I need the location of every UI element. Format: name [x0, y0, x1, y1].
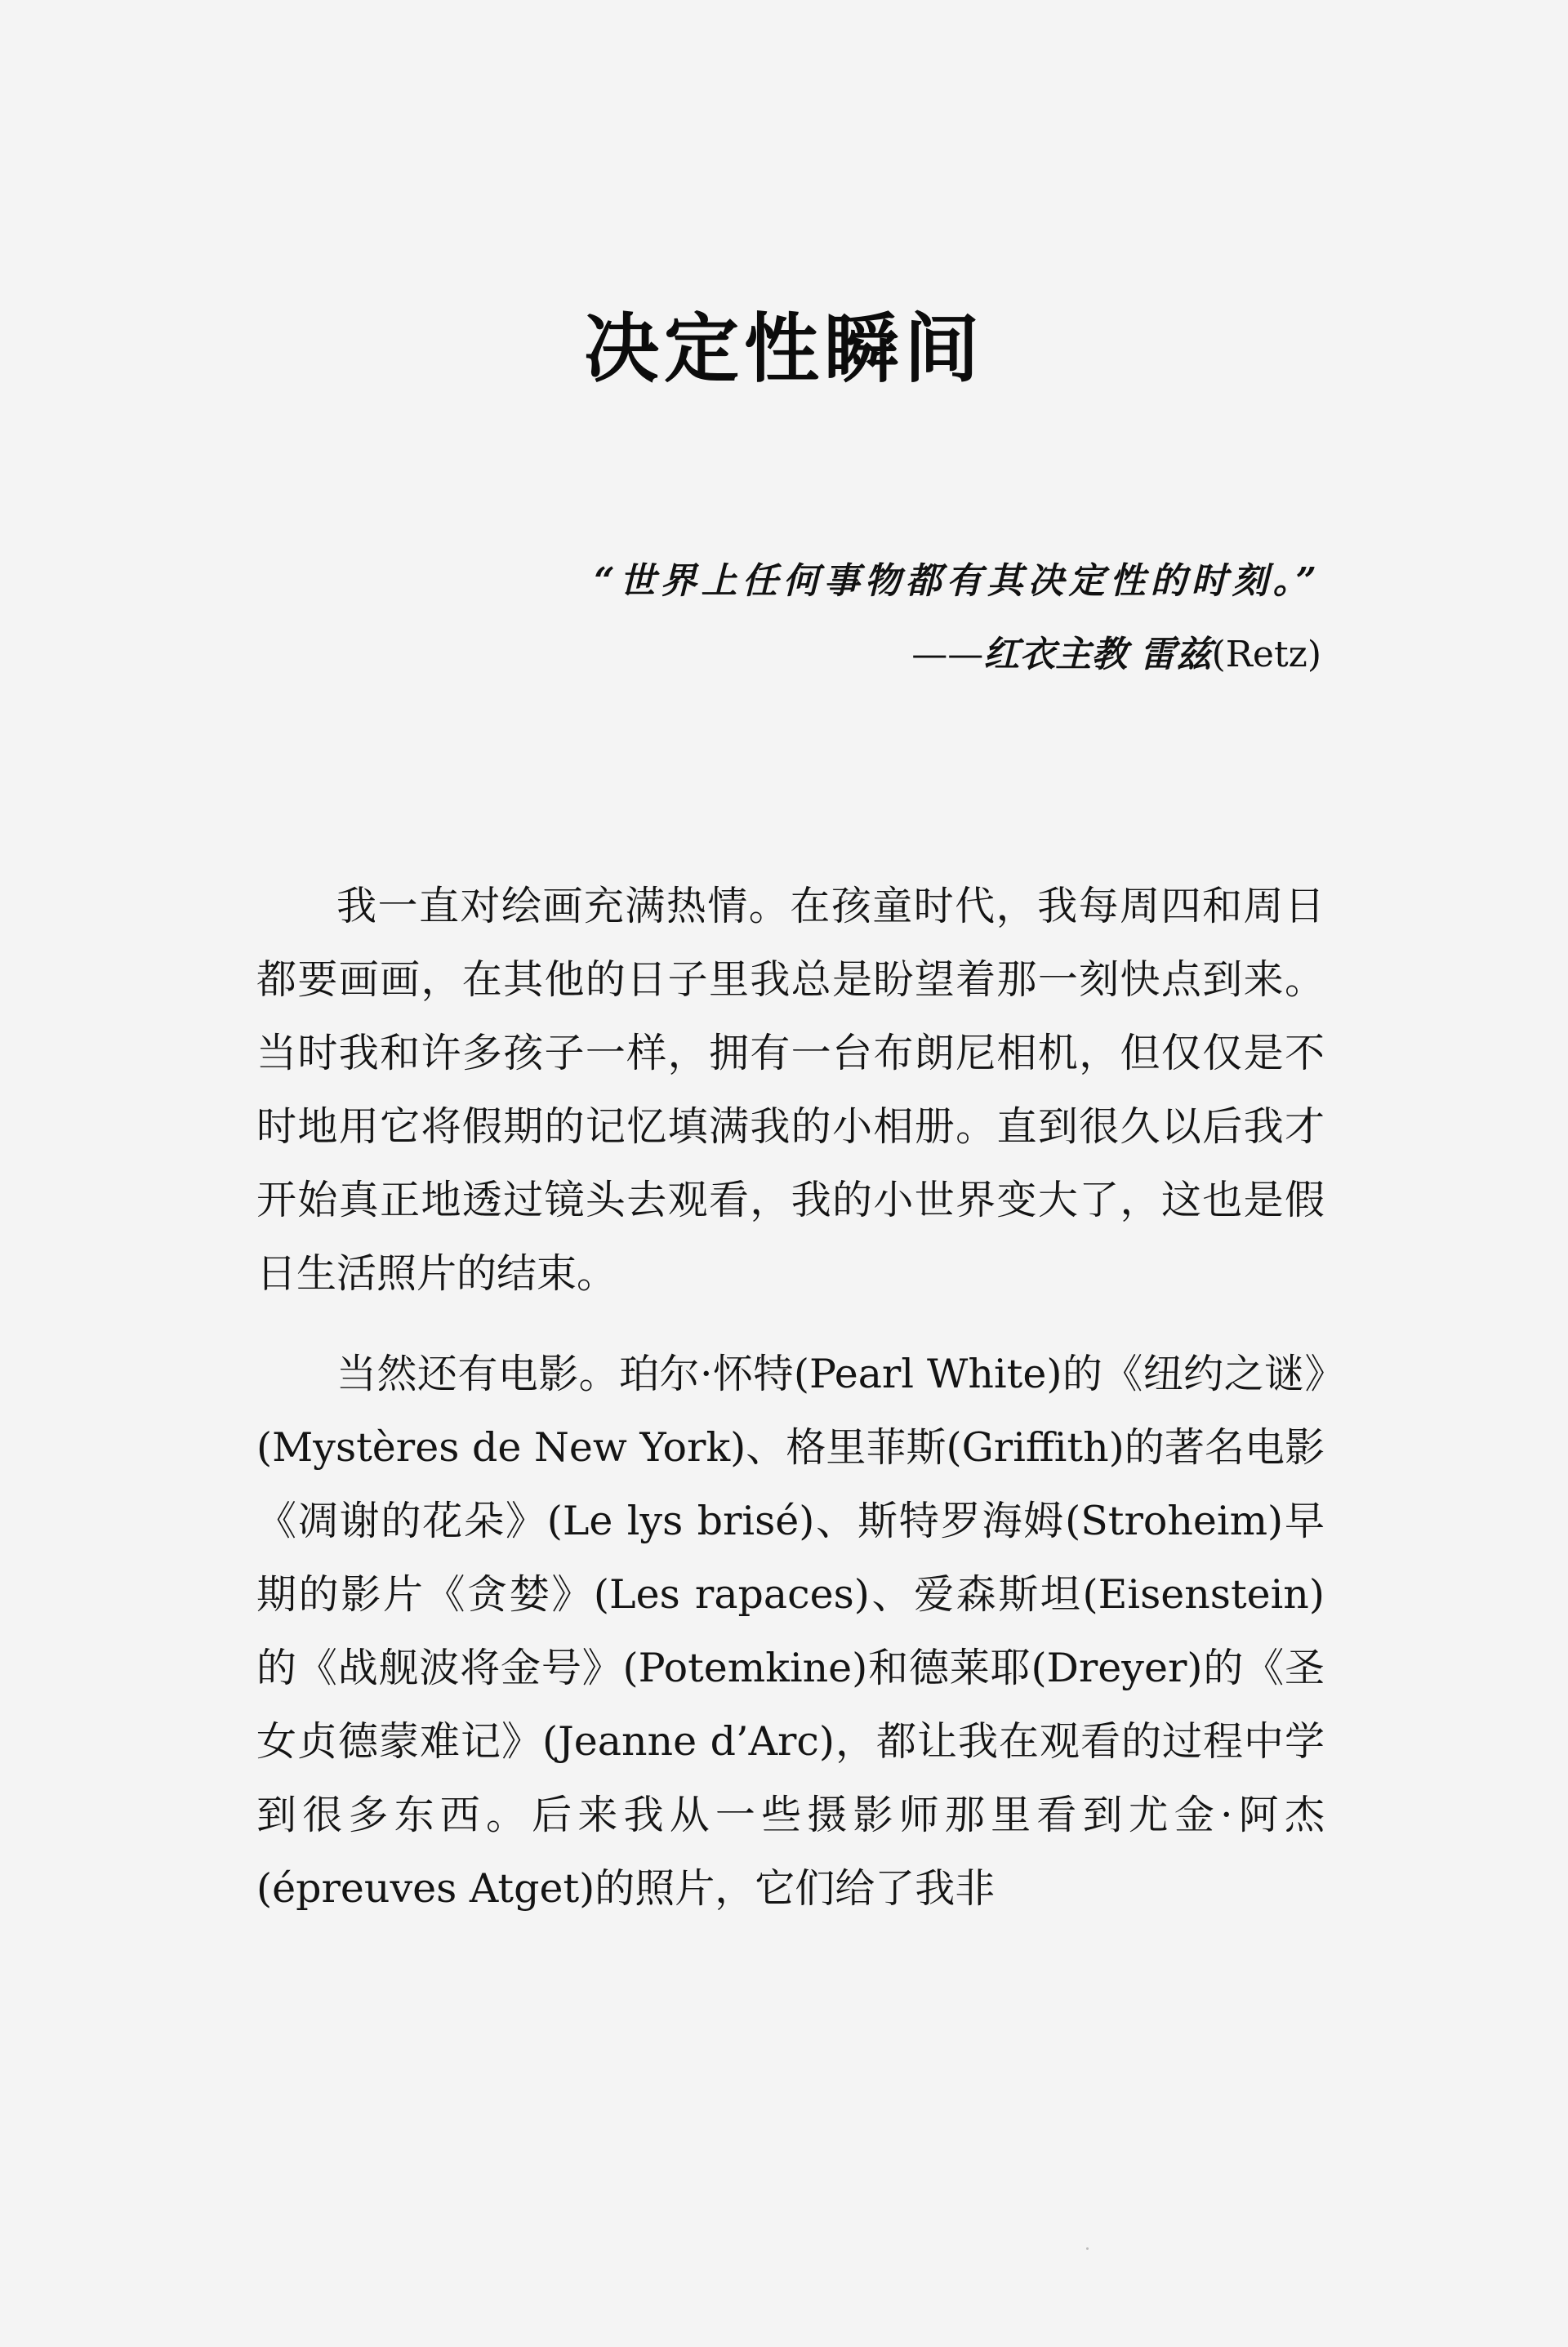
paper-speck — [1086, 2247, 1089, 2250]
paragraph: 我一直对绘画充满热情。在孩童时代，我每周四和周日都要画画，在其他的日子里我总是盼望着那一刻快点到来。当时我和许多孩子一样，拥有一台布朗尼相机，但仅仅是不时地用它将假期的记忆填满我的小相册。直到很久以后我才开始真正地透过镜头去观看，我的小世界变大了，这也是假日生活照片的结束。 — [256, 883, 1325, 1297]
attribution-name: 红衣主教 雷兹 — [983, 634, 1212, 675]
chapter-title: 决定性瞬间 — [583, 305, 984, 393]
attribution-dash: —— — [911, 634, 984, 675]
attribution-original-name: (Retz) — [1211, 634, 1321, 675]
paragraph: 当然还有电影。珀尔·怀特(Pearl White)的《纽约之谜》(Mystères de New York)、格里菲斯(Griffith)的著名电影《凋谢的花朵》(Le lys brisé)、斯特罗海姆(Stroheim)早期的影片《贪婪》(Les rapaces)、爱森斯坦(Eisenstein)的《战舰波将金号》(Potemkine)和德莱耶(Dreyer)的《圣女贞德蒙难记》(Jeanne d’Arc)，都让我在观看的过程中学到很多东西。后来我从一些摄影师那里看到尤金·阿杰(épreuves Atget)的照片，它们给了我非 — [256, 1351, 1325, 1912]
epigraph-attribution — [572, 622, 1321, 688]
body-text — [256, 870, 1325, 1926]
epigraph-quote: “世界上任何事物都有其决定性的时刻。” — [594, 560, 1321, 602]
epigraph — [572, 549, 1321, 688]
